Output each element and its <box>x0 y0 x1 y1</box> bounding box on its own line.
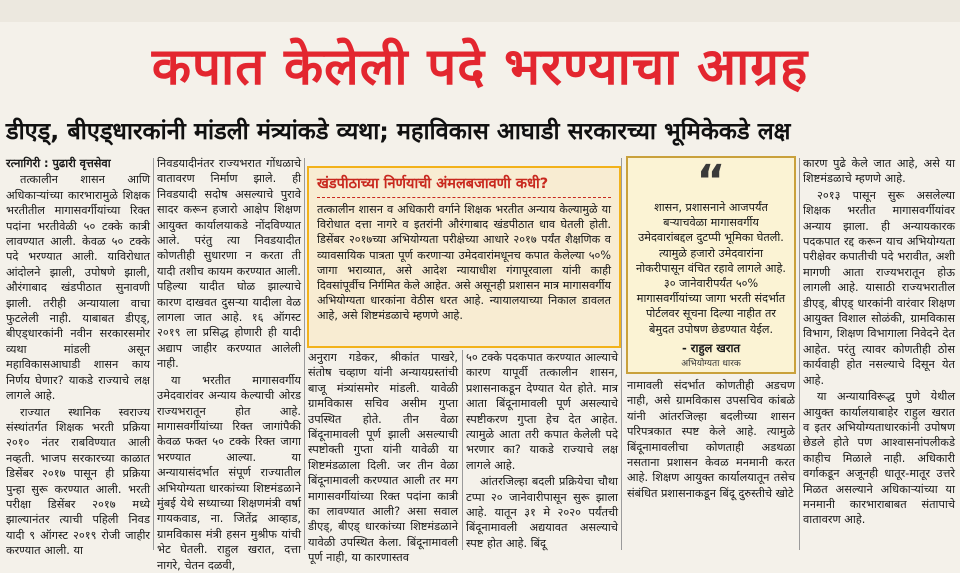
paragraph: २०१३ पासून सुरू असलेल्या शिक्षक भरतीत मागासवर्गीयांवर अन्याय झाला. ही अन्यायकारक पदकपात रद्द करून याच अभियोग्यता परीक्षेवर कपातीची पदे भरावीत, अशी मागणी आता राज्यभरातून होऊ लागली आहे. यासाठी राज्यभरातील डीएड्, बीएड् धारकांनी वारंवार शिक्षण आयुक्त विशाल सोळंकी, ग्रामविकास विभाग, शिक्षण विभागाला निवेदने देत आहेत. परंतु त्यावर कोणतीही ठोस कार्यवाही होत नसल्याचे दिसून येत आहे. <box>803 188 955 387</box>
page-top-strip <box>0 0 960 22</box>
paragraph: तत्कालीन शासन आणि अधिकाऱ्यांच्या कारभारामुळे शिक्षक भरतीतील मागासवर्गीयांच्या रिक्त पदांना भरतीवेळी ५० टक्के कात्री लावण्यात आली. केवळ ५० टक्के पदे भरण्यात आली. याविरोधात आंदोलने झाली, उपोषणे झाली, औरंगाबाद खंडपीठात सुनावणी झाली. तरीही अन्यायाला वाचा फुटलेली नाही. याबाबत डीएड्, बीएड्धारकांनी नवीन सरकारसमोर व्यथा मांडली असून महाविकासआघाडी शासन काय निर्णय घेणार? याकडे राज्याचे लक्ष लागले आहे. <box>6 173 150 403</box>
article-column-5 <box>627 378 795 552</box>
dateline-text: रत्नागिरी : पुढारी वृत्तसेवा <box>6 157 111 170</box>
box-heading: खंडपीठाच्या निर्णयाची अंमलबजावणी कधी? <box>317 174 611 198</box>
quote-body: शासन, प्रशासनाने आजपर्यंत बऱ्याचवेळा मागासवर्गीय उमेदवारांबद्दल दुटप्पी भूमिका घेतली. त्यामुळे हजारो उमेदवारांना नोकरीपासून वंचित रहावे लागले आहे. ३० जानेवारीपर्यंत ५०% मागासवर्गीयांच्या जागा भरती संदर्भात पोर्टलवर सूचना दिल्या नाहीत तर बेमुदत उपोषण छेडण्यात येईल. <box>636 201 786 336</box>
column-divider <box>304 158 305 550</box>
quote-mark-icon: “ <box>696 156 726 207</box>
paragraph: कारण पुढे केले जात आहे, असे या शिष्टमंडळाचे म्हणणे आहे. <box>803 157 955 186</box>
box-body: तत्कालीन शासन व अधिकारी वर्गाने शिक्षक भरतीत अन्याय केल्यामुळे या विरोधात दत्ता नागरे व इतरांनी औरंगाबाद खंडपीठात धाव घेतली होती. डिसेंबर २०१७च्या अभियोग्यता परीक्षेच्या आधारे २०१७ पर्यंत शैक्षणिक व व्यावसायिक पात्रता पूर्ण करणाऱ्या उमेदवारांमधूनच कपात केलेल्या ५०% जागा भराव्यात, असे आदेश न्यायाधीश गंगापूरवाला यांनी काही दिवसांपूर्वीच निर्गमित केले आहेत. असे असूनही प्रशासन मात्र मागासवर्गीय अभियोग्यता धारकांना वेठीस धरत आहे. न्यायालयाच्या निकाल डावलत आहे, असे शिष्टमंडळाचे म्हणणे आहे. <box>317 203 611 323</box>
column-divider <box>621 158 622 550</box>
paragraph: या भरतीत मागासवर्गीय उमेदवारांवर अन्याय केल्याची ओरड राज्यभरातून होत आहे. मागासवर्गीयांच्या रिक्त जागांपैकी केवळ फक्त ५० टक्के रिक्त जागा भरण्यात आल्या. या अन्यायासंदर्भात संपूर्ण राज्यातील अभियोग्यता धारकांच्या शिष्टमंडळाने मुंबई येथे सध्याच्या शिक्षणमंत्री वर्षा गायकवाड, ना. जितेंद्र आव्हाड, ग्रामविकास मंत्री हसन मुश्रीफ यांची भेट घेतली. राहुल खरात, दत्ता नागरे, चेतन दळवी, <box>157 373 301 572</box>
column-divider <box>153 158 154 550</box>
paragraph: नामावली संदर्भात कोणतीही अडचण नाही, असे ग्रामविकास उपसचिव कांबळे यांनी आंतरजिल्हा बदलीच्या शासन परिपत्रकात स्पष्ट केले आहे. त्यामुळे बिंदूनामावलीचा कोणताही अडथळा नसताना प्रशासन केवळ मनमानी करत आहे. शिक्षण आयुक्त कार्यालयातून तसेच संबंधित प्रशासनाकडून बिंदू दुरुस्तीचे खोटे <box>627 379 795 500</box>
article-column-3 <box>308 350 458 565</box>
article-column-6 <box>803 156 955 552</box>
article-column-4 <box>466 350 618 552</box>
dateline <box>6 156 150 171</box>
sidebar-box <box>307 166 621 348</box>
article-column-1 <box>6 156 150 558</box>
headline: कपात केलेली पदे भरण्याचा आग्रह <box>151 38 809 97</box>
paragraph: या अन्यायाविरूद्ध पुणे येथील आयुक्त कार्यालयाबाहेर राहुल खरात व इतर अभियोग्यताधारकांनी उपोषण छेडले होते पण आश्वासनांपलीकडे काहीच मिळाले नाही. अधिकारी वर्गाकडून अजूनही धातूर-मातूर उत्तरे मिळत असल्याने अधिकाऱ्यांच्या या मनमानी कारभाराबाबत संतापाचे वातावरण आहे. <box>803 390 955 527</box>
paragraph: अनुराग गडेकर, श्रीकांत पाखरे, संतोष चव्हाण यांनी अन्यायग्रस्तांची बाजू मंत्र्यांसमोर मांडली. यावेळी ग्रामविकास सचिव असीम गुप्ता उपस्थित होते. तीन वेळा बिंदूनामावली पूर्ण झाली असल्याची स्पष्टोक्ती गुप्ता यांनी यावेळी या शिष्टमंडळाला दिली. जर तीन वेळा बिंदूनामावली करण्यात आली तर मग मागासवर्गीयांच्या रिक्त पदांना कात्री का लावण्यात आली? असा सवाल डीएड्, बीएड् धारकांच्या शिष्टमंडळाने यावेळी उपस्थित केला. बिंदूनामावली पूर्ण नाही, या कारणास्तव <box>308 351 458 565</box>
subheadline: डीएड्, बीएड्धारकांनी मांडली मंत्र्यांकडे व्यथा; महाविकास आघाडी सरकारच्या भूमिकेकडे लक्ष <box>6 117 791 145</box>
pull-quote <box>626 156 796 374</box>
quote-role: अभियोग्यता धारक <box>681 358 741 369</box>
quote-signature: - राहुल खरात <box>681 340 740 355</box>
column-divider <box>462 350 463 550</box>
column-divider <box>799 158 800 550</box>
paragraph: आंतरजिल्हा बदली प्रक्रियेचा चौथा टप्पा २० जानेवारीपासून सुरू झाला आहे. यातून ३१ मे २०२० पर्यंतची बिंदूनामावली अद्ययावत असल्याचे स्पष्ट होत आहे. बिंदू <box>466 475 618 550</box>
paragraph: राज्यात स्थानिक स्वराज्य संस्थांतर्गत शिक्षक भरती प्रक्रिया २०१० नंतर राबविण्यात आली नव्हती. भाजप सरकारच्या काळात डिसेंबर २०१७ पासून ही प्रक्रिया पुन्हा सुरू करण्यात आली. भरती परीक्षा डिसेंबर २०१७ मध्ये झाल्यानंतर त्याची पहिली निवड यादी ९ ऑगस्ट २०१९ रोजी जाहीर करण्यात आली. या <box>6 405 150 558</box>
article-column-2 <box>157 156 301 572</box>
paragraph: ५० टक्के पदकपात करण्यात आल्याचे कारण यापूर्वी तत्कालीन शासन, प्रशासनाकडून देण्यात येत होते. मात्र आता बिंदूनामावली पूर्ण असल्याचे स्पष्टीकरण गुप्ता हेच देत आहेत. त्यामुळे आता तरी कपात केलेली पदे भरणार का? याकडे राज्याचे लक्ष लागले आहे. <box>466 351 618 472</box>
paragraph: निवडयादीनंतर राज्यभरात गोंधळाचे वातावरण निर्माण झाले. ही निवडयादी सदोष असल्याचे पुरावे सादर करून हजारो आक्षेप शिक्षण आयुक्त कार्यालयाकडे नोंदविण्यात आले. परंतु त्या निवडयादीत कोणतीही सुधारणा न करता ती यादी तशीच कायम करण्यात आली. पहिल्या यादीत घोळ झाल्याचे कारण दाखवत दुसऱ्या यादीला वेळ लागला जात आहे. १६ ऑगस्ट २०१९ ला प्रसिद्ध होणारी ही यादी अद्याप जाहीर करण्यात आलेली नाही. <box>157 157 301 371</box>
